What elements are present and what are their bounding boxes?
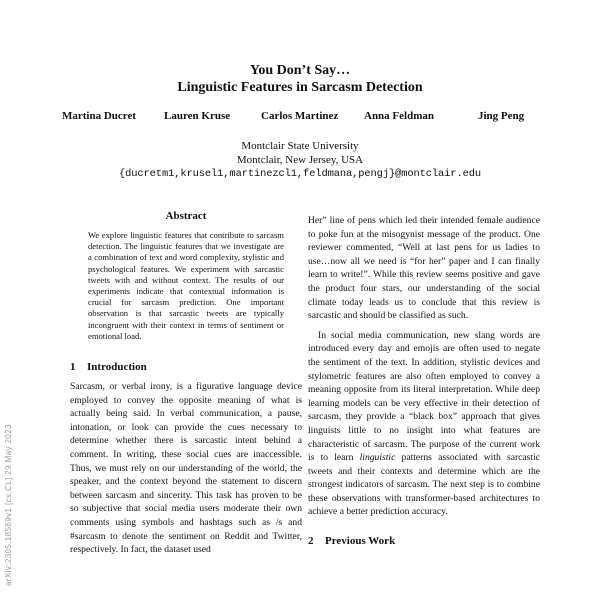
section-title: Introduction	[87, 361, 147, 374]
author-emails: {ducretm1,krusel1,martinezcl1,feldmana,pengj}@montclair.edu	[119, 168, 481, 180]
right-paragraph-2	[308, 329, 540, 519]
intro-paragraph: Sarcasm, or verbal irony, is a figurative language device employed to convey the opposite meaning of what is actually being said. In verbal communication, a pause, intonation, or look can provide the cues necessary to determine whether there is sarcastic intent behind a comment. In writing, these social cues are inaccessible. Thus, we must rely on our understanding of the world, the speaker, and the context beyond the statement to discern between sarcasm and sincerity. This task has proven to be so subjective that social media users moderate their own comments using symbols and hashtags such as /s and #sarcasm to denote the sentiment on Reddit and Twitter, respectively. In fact, the dataset used	[70, 381, 302, 556]
abstract-heading: Abstract	[165, 210, 207, 222]
right-paragraph-1: Her” line of pens which led their intended female audience to poke fun at the misogynist message of the product. One reviewer commented, “Well at last pens for us ladies to use…now all we need is “for her” paper and I can finally learn to write!”. While this review seems positive and gave the product four stars, our understanding of the social climate today leads us to conclude that this review is sarcastic and should be classified as such.	[308, 215, 540, 322]
affiliation-block	[0, 139, 600, 181]
title-line-2: Linguistic Features in Sarcasm Detection	[177, 80, 423, 95]
location: Montclair, New Jersey, USA	[236, 154, 364, 166]
section-prev-work-heading	[308, 535, 540, 547]
para2-text-end: patterns associated with sarcastic tweets and their contexts and determine which are the strongest indicators of sarcasm. The next step is to combine these observations with transformer-based architectures to achieve a better prediction accuracy.	[308, 452, 540, 518]
author-1: Martina Ducret	[62, 110, 137, 122]
paper-title	[0, 62, 600, 96]
para2-emphasis: linguistic	[359, 452, 396, 464]
author-2: Lauren Kruse	[164, 110, 231, 122]
section-title: Previous Work	[325, 535, 396, 548]
arxiv-stamp: arXiv:2305.18569v1 [cs.CL] 29 May 2023	[4, 424, 13, 586]
title-line-1: You Don’t Say…	[249, 63, 351, 78]
author-5: Jing Peng	[478, 110, 525, 122]
institution: Montclair State University	[241, 140, 359, 152]
left-column	[70, 210, 302, 557]
author-3: Carlos Martinez	[261, 110, 339, 122]
author-4: Anna Feldman	[364, 110, 434, 122]
author-list	[0, 110, 600, 128]
right-column	[308, 214, 540, 554]
para2-text-start: In social media communication, new slang words are introduced every day and emojis are often used to negate the sentiment of the text. In addition, stylistic devices and stylometric features are also often employed to convey a meaning opposite from its literal interpretation. While deep learning models can be very effective in their detection of sarcasm, they provide a “black box” approach that gives linguists little to no insight into what features are characteristic of sarcasm. The purpose of the current work is to learn	[308, 329, 540, 464]
section-number: 1	[70, 361, 76, 374]
abstract-text: We explore linguistic features that contribute to sarcasm detection. The linguistic features that we investigate are a combination of text and word complexity, stylistic and psychological features. We experiment with sarcastic tweets with and without context. The results of our experiments indicate that contextual information is crucial for sarcasm prediction. One important observation is that sarcastic tweets are typically incongruent with their context in terms of sentiment or emotional load.	[88, 230, 284, 341]
section-intro-heading	[70, 361, 302, 373]
section-number: 2	[308, 535, 314, 548]
